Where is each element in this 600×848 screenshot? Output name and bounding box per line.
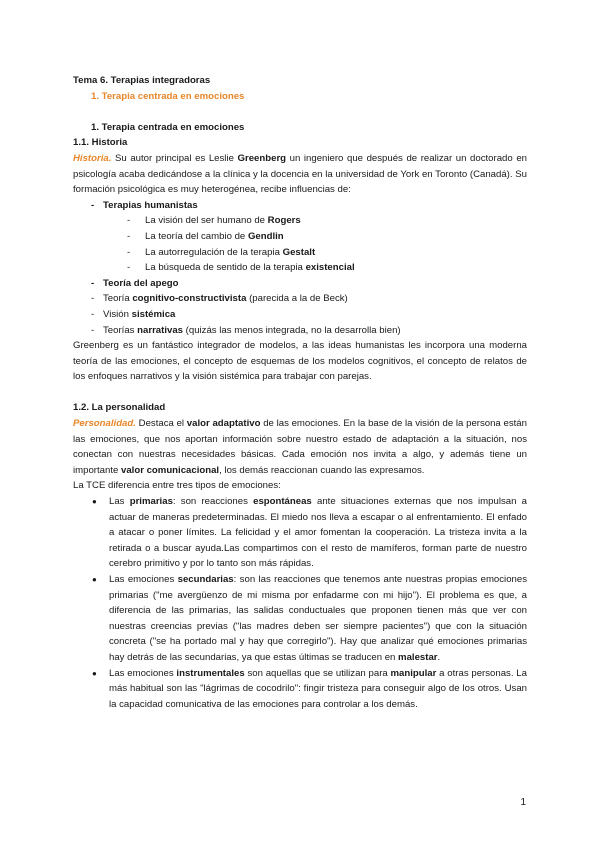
- text-run: Las emociones: [109, 667, 177, 679]
- text-run: Teorías: [103, 324, 138, 336]
- text-run: primarias: [129, 496, 173, 508]
- page-content: [73, 73, 527, 712]
- page-number: 1: [520, 797, 526, 808]
- personalidad-paragraph: [73, 416, 527, 478]
- text-run: ante situaciones externas que nos impulsan a actuar de maneras predeterminadas. El miedo nos lleva a escapar o al enfrentamiento. El enfado a atacar o poner límites. La felicidad y el amor fomentan la cooperación. La tristeza invita a la retirada o a buscar ayuda.Las compartimos con el resto de mamíferos, forman parte de nuestro cerebro primitivo y por lo tanto son más rápidas.: [109, 496, 528, 570]
- text-run: Visión: [103, 308, 132, 320]
- text-run: Las emociones: [109, 574, 178, 585]
- text-run: sistémica: [131, 308, 176, 320]
- text-run: manipular: [390, 667, 437, 679]
- text-run: : son las reacciones que tenemos ante nuestras propias emociones primarias ("me avergüenzo de mi misma por enfadarme con mi hijo"). El problema es que, a diferencia de las primarias, las salidas conductuales que proponen tienen más que ver con nuestras creencias previas ("las madres deben ser siempre pacientes") que con la situación concreta ("se ha portado mal y hay que corregirlo"). Hay que analizar qué emociones primarias hay detrás de las secundarias, ya que estas últimas se traducen en: [109, 574, 527, 663]
- sub-list-item: [73, 245, 527, 261]
- text-run: La búsqueda de sentido de la terapia: [145, 262, 306, 274]
- text-run: , los demás reaccionan cuando las expresamos.: [219, 464, 425, 476]
- list-item-apego: - Teoría del apego: [73, 276, 527, 292]
- text-run: Gendlin: [247, 230, 284, 242]
- text-run: cognitivo-constructivista: [132, 293, 247, 305]
- text-run: de las emociones. En la base de la visión de la persona están las emociones, que nos aportan información sobre nuestro estado de adaptación a la situación, nos conectan con nuestras necesidades básicas. Cada emoción nos invita a algo, y además tiene un importante: [73, 418, 527, 476]
- integrador-paragraph: Greenberg es un fantástico integrador de modelos, a las ideas humanistas les incorpora una moderna teoría de las emociones, el concepto de esquemas de los modelos cognitivos, el concepto de relatos de los enfoques narrativos y la visión sistémica para trabajar con parejas.: [73, 340, 527, 383]
- text-run: Gestalt: [282, 246, 316, 258]
- text-run: Teoría: [103, 293, 133, 305]
- list-item-cognitivo: [73, 291, 527, 307]
- text-run: un ingeniero que después de realizar un doctorado en psicología acaba dedicándose a la clínica y la docencia en la universidad de York en Toronto (Canadá). Su formación psicológica es muy heterogénea, recibe influencias de:: [73, 152, 527, 196]
- list-item-sistemica: [73, 307, 527, 323]
- text-run: espontáneas: [253, 496, 312, 508]
- sub-list-item: [73, 213, 527, 229]
- bullet-instrumentales: [73, 666, 527, 713]
- text-run: secundarias: [177, 574, 234, 585]
- text-run: instrumentales: [176, 667, 245, 679]
- sub-list-item: [73, 260, 527, 276]
- subsection-heading-personalidad: 1.2. La personalidad: [73, 402, 166, 414]
- text-run: son aquellas que se utilizan para: [244, 667, 391, 679]
- text-run: Las: [109, 496, 130, 508]
- text-run: La teoría del cambio de: [145, 230, 248, 242]
- document-title: Tema 6. Terapias integradoras: [73, 75, 211, 86]
- text-run: Su autor principal es Leslie: [111, 152, 238, 164]
- personalidad-lead: Personalidad.: [73, 418, 136, 430]
- toc-item[interactable]: 1. Terapia centrada en emociones: [91, 90, 245, 102]
- spacer: [73, 385, 527, 401]
- text-run: : son reacciones: [172, 496, 254, 508]
- text-run: valor comunicacional: [121, 464, 220, 476]
- text-run: existencial: [305, 262, 355, 274]
- text-run: La visión del ser humano de: [145, 215, 268, 227]
- subsection-heading-historia: 1.1. Historia: [73, 137, 128, 149]
- list-item-humanistas: - Terapias humanistas: [73, 198, 527, 214]
- text-run: a otras personas. La más habitual son las "lágrimas de cocodrilo": fingir tristeza para conseguir algo de los otros. Usan la capacidad comunicativa de las emociones para controlar a los demás.: [109, 667, 527, 710]
- historia-paragraph: [73, 151, 527, 198]
- sub-list-item: [73, 229, 527, 245]
- text-run: malestar: [398, 651, 438, 663]
- text-run: La autorregulación de la terapia: [145, 246, 283, 258]
- tce-intro: La TCE diferencia entre tres tipos de emociones:: [73, 480, 281, 492]
- list-item-narrativas: [73, 323, 527, 339]
- bullet-secundarias: [73, 572, 527, 666]
- spacer: [73, 104, 527, 120]
- text-run: Rogers: [267, 215, 301, 227]
- text-run: (quizás las menos integrada, no la desarrolla bien): [183, 324, 401, 336]
- text-run: .: [437, 651, 441, 663]
- author-name: Greenberg: [237, 152, 287, 164]
- text-run: narrativas: [137, 324, 184, 336]
- text-run: Destaca el: [135, 418, 187, 430]
- text-run: (parecida a la de Beck): [246, 293, 348, 305]
- section-heading: 1. Terapia centrada en emociones: [91, 121, 245, 133]
- text-run: valor adaptativo: [186, 418, 261, 430]
- bullet-primarias: [73, 494, 527, 572]
- historia-lead: Historia.: [73, 152, 112, 164]
